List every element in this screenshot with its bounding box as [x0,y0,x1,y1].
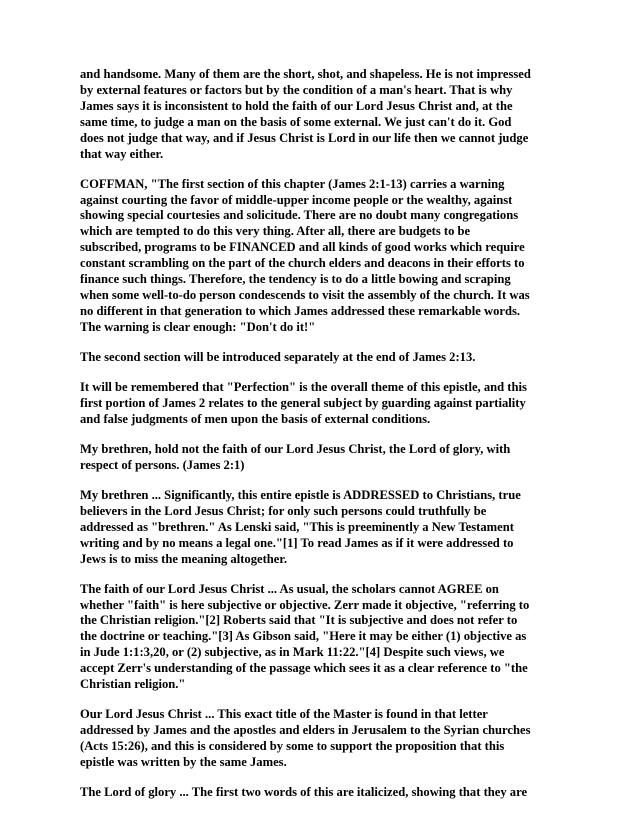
text-line: same time, to judge a man on the basis of some external. We just can't do it. God [80,114,512,129]
paragraph-second-section [80,350,560,366]
text-line: the Christian religion."[2] Roberts said that "It is subjective and does not refer to [80,613,518,628]
text-line: against courting the favor of middle-upper income people or the wealthy, against [80,192,513,207]
text-line: addressed as "brethren." As Lenski said, "This is preeminently a New Testament [80,519,514,534]
text-line: believers in the Lord Jesus Christ; for only such persons could truthfully be [80,503,487,518]
text-line: The second section will be introduced separately at the end of James 2:13. [80,349,476,364]
paragraph-coffman [80,177,560,336]
text-line: (Acts 15:26), and this is considered by some to support the proposition that this [80,738,505,753]
text-line: The Lord of glory ... The first two words of this are italicized, showing that they are [80,784,528,799]
text-line: finance such things. Therefore, the tendency is to do a little bowing and scraping [80,272,511,287]
text-line: Jews is to miss the meaning altogether. [80,551,287,566]
text-line: first portion of James 2 relates to the general subject by guarding against partiality [80,395,526,410]
text-line: Our Lord Jesus Christ ... This exact title of the Master is found in that letter [80,707,488,722]
text-line: accept Zerr's understanding of the passage which sees it as a clear reference to "the [80,661,528,676]
text-line: no different in that generation to which James addressed these remarkable words. [80,303,521,318]
text-line: writing and by no means a legal one."[1] To read James as if it were addressed to [80,535,514,550]
text-line: COFFMAN, "The first section of this chapter (James 2:1-13) carries a warning [80,176,505,191]
paragraph-lord-of-glory [80,785,560,801]
document-page [80,67,560,815]
paragraph-our-lord [80,707,560,771]
text-line: James says it is inconsistent to hold the faith of our Lord Jesus Christ and, at the [80,98,513,113]
text-line: constant scrambling on the part of the church elders and deacons in their efforts to [80,256,525,271]
text-line: It will be remembered that "Perfection" is the overall theme of this epistle, and this [80,379,527,394]
text-line: respect of persons. (James 2:1) [80,457,245,472]
text-line: that way either. [80,146,164,161]
paragraph-1 [80,67,560,162]
text-line: in Jude 1:1:3,20, or (2) subjective, as in Mark 11:22."[4] Despite such views, we [80,645,505,660]
text-line: when some well-to-do person condescends to visit the assembly of the church. It was [80,287,530,302]
text-line: which are tempted to do this very thing. After all, there are budgets to be [80,224,471,239]
text-line: epistle was written by the same James. [80,754,287,769]
paragraph-perfection [80,380,560,428]
text-line: The warning is clear enough: "Don't do it!" [80,319,316,334]
paragraph-scripture-verse [80,442,560,474]
text-line: and false judgments of men upon the basis of external conditions. [80,411,431,426]
text-line: My brethren ... Significantly, this entire epistle is ADDRESSED to Christians, true [80,487,521,502]
paragraph-my-brethren [80,488,560,568]
text-line: subscribed, programs to be FINANCED and all kinds of good works which require [80,240,525,255]
paragraph-faith [80,582,560,693]
text-line: The faith of our Lord Jesus Christ ... As usual, the scholars cannot AGREE on [80,581,499,596]
text-line: and handsome. Many of them are the short, shot, and shapeless. He is not impressed [80,67,531,81]
text-line: showing special courtesies and solicitude. There are no doubt many congregations [80,208,519,223]
text-line: Christian religion." [80,677,186,692]
text-line: the doctrine or teaching."[3] As Gibson said, "Here it may be either (1) objective as [80,629,527,644]
text-line: addressed by James and the apostles and elders in Jerusalem to the Syrian churches [80,723,531,738]
text-line: My brethren, hold not the faith of our Lord Jesus Christ, the Lord of glory, with [80,441,511,456]
text-line: whether "faith" is here subjective or objective. Zerr made it objective, "referring to [80,597,530,612]
text-line: by external features or factors but by the condition of a man's heart. That is why [80,82,513,97]
text-line: does not judge that way, and if Jesus Christ is Lord in our life then we cannot judge [80,130,529,145]
